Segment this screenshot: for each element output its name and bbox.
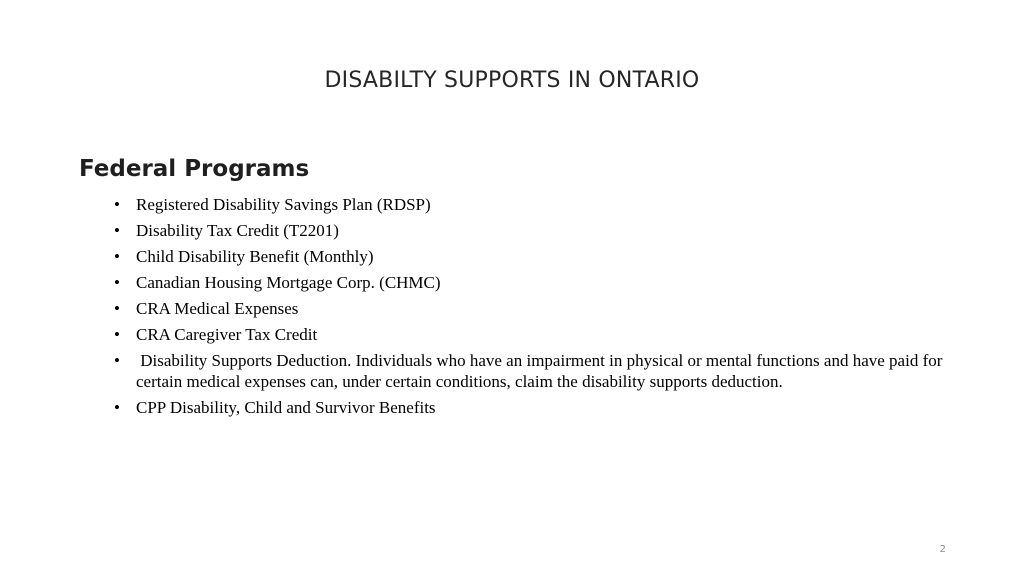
list-item bbox=[114, 220, 954, 241]
bullet-icon: • bbox=[114, 325, 120, 344]
page-number: 2 bbox=[939, 544, 946, 555]
list-item-text: CRA Medical Expenses bbox=[136, 299, 299, 318]
bullet-icon: • bbox=[114, 195, 120, 214]
list-item-text: Child Disability Benefit (Monthly) bbox=[136, 247, 374, 266]
list-item-text: CPP Disability, Child and Survivor Benefits bbox=[136, 398, 436, 417]
bullet-icon: • bbox=[114, 247, 120, 266]
bullet-icon: • bbox=[114, 398, 120, 417]
list-item bbox=[114, 194, 954, 215]
bullet-icon: • bbox=[114, 273, 120, 292]
list-item bbox=[114, 397, 954, 418]
section-heading: Federal Programs bbox=[79, 156, 310, 182]
list-item-text: Disability Tax Credit (T2201) bbox=[136, 221, 339, 240]
bullet-icon: • bbox=[114, 351, 120, 370]
list-item-text: Canadian Housing Mortgage Corp. (CHMC) bbox=[136, 273, 441, 292]
list-item bbox=[114, 246, 954, 267]
slide-title: DISABILTY SUPPORTS IN ONTARIO bbox=[324, 68, 700, 93]
list-item-text: Disability Supports Deduction. Individuals who have an impairment in physical or mental functions and have paid for certain medical expenses can, under certain conditions, claim the disability supports deduction. bbox=[136, 351, 947, 391]
list-item-text: CRA Caregiver Tax Credit bbox=[136, 325, 318, 344]
list-item bbox=[114, 272, 954, 293]
list-item bbox=[114, 324, 954, 345]
bullet-icon: • bbox=[114, 221, 120, 240]
list-item-text: Registered Disability Savings Plan (RDSP) bbox=[136, 195, 431, 214]
list-item bbox=[114, 350, 954, 392]
bullet-icon: • bbox=[114, 299, 120, 318]
bullet-list bbox=[114, 194, 954, 423]
list-item bbox=[114, 298, 954, 319]
